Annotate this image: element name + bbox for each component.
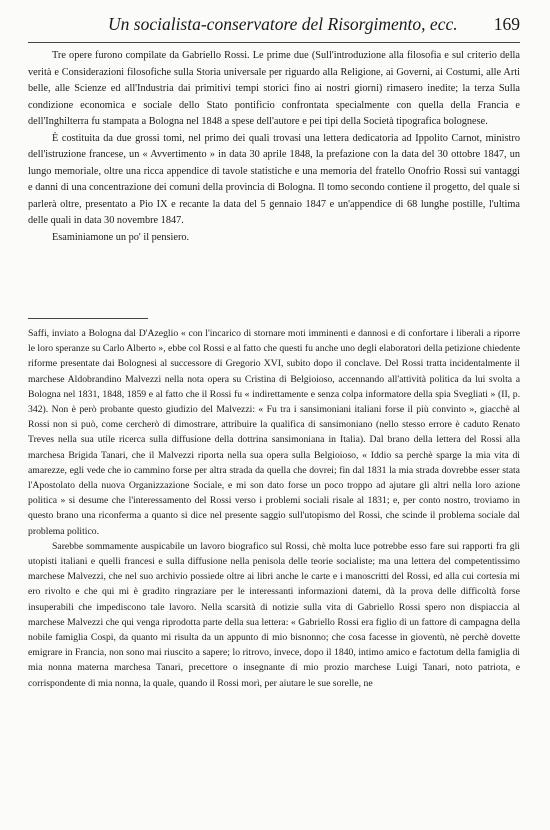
footnote-2: Sarebbe sommamente auspicabile un lavoro biografico sul Rossi, chè molta luce potrebbe esso fare sui rapporti fra gli utopisti italiani e quelli francesi e sulla diffusione nella penisola delle teorie socialiste; ma una lettera del competentissimo marchese Malvezzi, che nel suo archivio possiede oltre ai libri anche le carte e i manoscritti del Rossi, ed alla cui cortesia mi ero rivolto e che qui mi è gradito ringraziare per le interessanti informazioni datemi, dà la prova delle difficoltà forse insuperabili che impediscono tale lavoro. Nella scarsità di notizie sulla vita di Gabriello Rossi spero non dispiaccia al marchese Malvezzi che qui venga riprodotta parte della sua lettera: « Gabriello Rossi era figlio di un fattore di campagna della nobile famiglia Cospi, da quanto mi risulta da un appunto di mio bisnonno; che cosa facesse in gioventù, nè perchè dovette emigrare in Francia, non sono mai riuscito a sapere; lo ritrovo, invece, dopo il 1840, intimo amico e factotum della famiglia di mia nonna materna marchesa Tanari, precettore o insegnante di mio prozio marchese Luigi Tanari, noto patriota, e corrispondente di mia nonna, la quale, quando il Rossi morì, per aiutare le sue sorelle, ne <box>28 540 520 689</box>
paragraph-1: Tre opere furono compilate da Gabriello Rossi. Le prime due (Sull'introduzione alla filosofia e sul criterio della verità e Considerazioni filosofiche sulla Storia universale per riguardo alla Religione, ai Governi, ai Costumi, alle Arti belle, alle Scienze ed all'Industria dai primitivi tempi storici fino ai nostri giorni) rimasero inedite; la terza Sulla condizione economica e sociale dello Stato pontificio confrontata specialmente con quella della Francia e dell'Inghilterra fu stampata a Bologna nel 1848 a spese dell'autore e pei tipi della Società tipografica bolognese. <box>28 50 520 127</box>
main-text <box>28 48 520 246</box>
footnote-continued: Saffi, inviato a Bologna dal D'Azeglio « con l'incarico di stornare moti imminenti e dannosi e di confortare i liberali a riporre le loro speranze su Carlo Alberto », ebbe col Rossi e al fatto che questi fu anche uno degli elaboratori della petizione chiedente riforme presentate dai Bolognesi al successore di Gregorio XVI, subito dopo il conclave. Del Rossi tratta incidentalmente il marchese Aldobrandino Malvezzi nella nota opera su Cristina di Belgioioso, accennando all'attività politica da lui svolta a Bologna nel 1831, 1848, 1859 e al fatto che il Rossi fu « indirettamente e senza colpa informatore della spia Svegliati » (II, p. 342). Non è però probante questo giudizio del Malvezzi: « Fu tra i sansimoniani italiani forse il più convinto », giacchè al Rossi non si può, come cercherò di dimostrare, attribuire la qualifica di sansimoniano (nello stesso errore è caduto Renato Treves nella sua utile ricerca sulla diffusione della dottrina sansimoniana in Italia). Dal brano della lettera del Rossi alla marchesa Brigida Tanari, che il Malvezzi riporta nella sua opera sulla Belgioioso, « Iddio sa perchè sparge la mia vita di amarezze, egli vede che io cammino forse per altra strada da quella che dovrei; fin dal 1831 la mia strada dovrebbe esser stata l'Apostolato della nuova Organizzazione Sociale, e mi son dato forse un poco troppo ad ajutare gli altri nella loro azione politica » si desume che l'interessamento del Rossi verso i problemi sociali risale al 1831; e, per conto nostro, troviamo in questo brano una riconferma a quanto si dice nel presente saggio sull'utopismo del Rossi, che scinde il problema sociale dal problema politico. <box>28 328 520 537</box>
paragraph-3: Esaminiamone un po' il pensiero. <box>52 231 190 243</box>
header-rule <box>28 42 520 43</box>
running-header <box>108 14 520 35</box>
footnotes <box>28 326 520 691</box>
running-title: Un socialista-conservatore del Risorgimento, ecc. <box>108 14 458 34</box>
paragraph-2: È costituita da due grossi tomi, nel primo dei quali trovasi una lettera dedicatoria ad Ippolito Carnot, ministro dell'istruzione francese, un « Avvertimento » in data 30 aprile 1848, la prefazione con la data del 30 ottobre 1847, un lungo memoriale, oltre una ricca appendice di tavole statistiche e una memoria del fratello Onofrio Rossi sui vantaggi e danni di una concentrazione dei comuni della provincia di Bologna. Il tomo secondo contiene il progetto, del quale si parlerà oltre, presentato a Pio IX e recante la data del 5 gennaio 1847 e un'appendice di 68 lunghe postille, l'ultima delle quali in data 30 novembre 1847. <box>28 132 520 226</box>
page-number: 169 <box>493 14 520 34</box>
footnote-rule <box>28 318 148 319</box>
